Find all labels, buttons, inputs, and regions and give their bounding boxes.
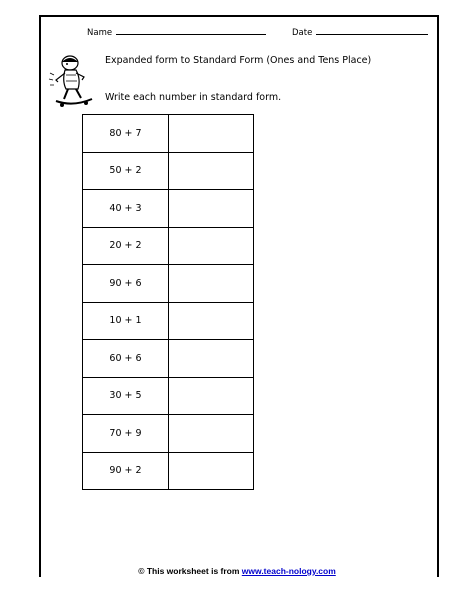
problem-expression: 30 + 5 bbox=[83, 377, 169, 415]
table-row bbox=[83, 115, 254, 153]
problem-expression: 50 + 2 bbox=[83, 152, 169, 190]
date-blank-line[interactable] bbox=[316, 27, 428, 35]
table-row bbox=[83, 227, 254, 265]
answer-cell[interactable] bbox=[169, 340, 254, 378]
answer-cell[interactable] bbox=[169, 190, 254, 228]
answer-cell[interactable] bbox=[169, 415, 254, 453]
answer-cell[interactable] bbox=[169, 302, 254, 340]
answer-cell[interactable] bbox=[169, 115, 254, 153]
answer-cell[interactable] bbox=[169, 152, 254, 190]
table-row bbox=[83, 302, 254, 340]
answer-cell[interactable] bbox=[169, 452, 254, 490]
worksheet-instruction: Write each number in standard form. bbox=[105, 92, 282, 103]
answer-cell[interactable] bbox=[169, 265, 254, 303]
table-row bbox=[83, 190, 254, 228]
date-field bbox=[292, 27, 428, 38]
problem-expression: 10 + 1 bbox=[83, 302, 169, 340]
name-label: Name bbox=[87, 28, 113, 38]
problem-expression: 70 + 9 bbox=[83, 415, 169, 453]
worksheet-title: Expanded form to Standard Form (Ones and Tens Place) bbox=[105, 55, 372, 66]
problem-expression: 60 + 6 bbox=[83, 340, 169, 378]
problem-expression: 40 + 3 bbox=[83, 190, 169, 228]
table-row bbox=[83, 152, 254, 190]
problem-expression: 20 + 2 bbox=[83, 227, 169, 265]
answer-cell[interactable] bbox=[169, 377, 254, 415]
table-row bbox=[83, 377, 254, 415]
name-blank-line[interactable] bbox=[116, 27, 266, 35]
name-field bbox=[87, 27, 266, 38]
problem-expression: 90 + 2 bbox=[83, 452, 169, 490]
table-row bbox=[83, 265, 254, 303]
problem-expression: 80 + 7 bbox=[83, 115, 169, 153]
answer-cell[interactable] bbox=[169, 227, 254, 265]
problem-expression: 90 + 6 bbox=[83, 265, 169, 303]
table-row bbox=[83, 340, 254, 378]
footer-prefix: © This worksheet is from bbox=[138, 566, 242, 576]
date-label: Date bbox=[292, 28, 313, 38]
footer-credit bbox=[0, 566, 474, 576]
skateboarder-clipart-icon bbox=[48, 53, 98, 111]
table-row bbox=[83, 452, 254, 490]
footer-link[interactable]: www.teach-nology.com bbox=[241, 566, 336, 576]
table-row bbox=[83, 415, 254, 453]
problem-table bbox=[82, 114, 254, 490]
